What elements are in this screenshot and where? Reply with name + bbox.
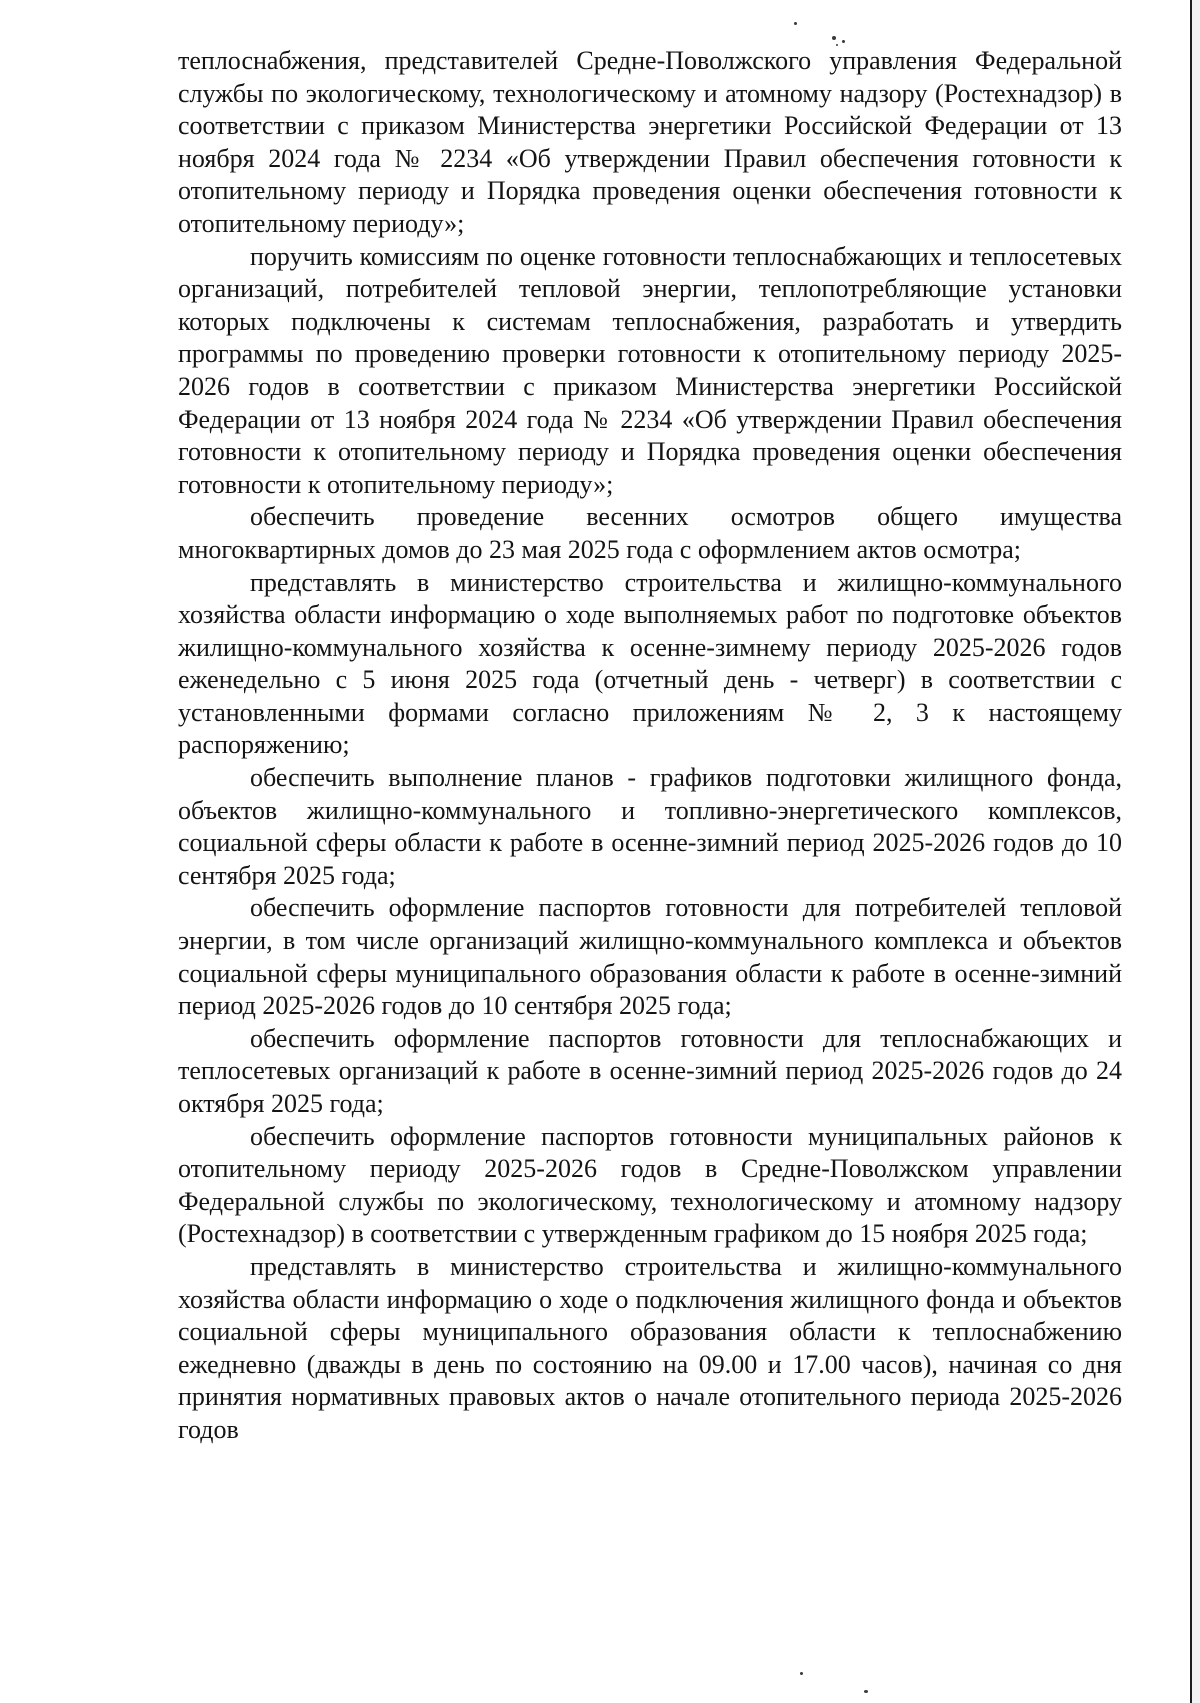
paragraph-7: обеспечить оформление паспортов готовности для теплоснабжающих и теплосетевых организаций к работе в осенне-зимний период 2025-2026 годов до 24 октября 2025 года; xyxy=(178,1023,1122,1118)
scan-speck xyxy=(864,1690,868,1693)
paragraph-4: представлять в министерство строительства и жилищно-коммунального хозяйства области информацию о ходе выполняемых работ по подготовке объектов жилищно-коммунального хозяйства к осенне-зимнему периоду 2025-2026 годов еженедельно с 5 июня 2025 года (отчетный день - четверг) в соответствии с установленными формами согласно приложениям № 2, 3 к настоящему распоряжению; xyxy=(178,567,1122,760)
paragraph-6: обеспечить оформление паспортов готовности для потребителей тепловой энергии, в том числе организаций жилищно-коммунального комплекса и объектов социальной сферы муниципального образования области к работе в осенне-зимний период 2025-2026 годов до 10 сентября 2025 года; xyxy=(178,893,1122,1021)
paragraph-8: обеспечить оформление паспортов готовности муниципальных районов к отопительному периоду 2025-2026 годов в Средне-Поволжском управлении Федеральной службы по экологическому, технологическому и атомному надзору (Ростехнадзор) в соответствии с утвержденным графиком до 15 ноября 2025 года; xyxy=(178,1121,1122,1249)
document-body xyxy=(178,45,1122,1447)
paragraph-5: обеспечить выполнение планов - графиков подготовки жилищного фонда, объектов жилищно-коммунального и топливно-энергетического комплексов, социальной сферы области к работе в осенне-зимний период 2025-2026 годов до 10 сентября 2025 года; xyxy=(178,763,1122,890)
scan-speck xyxy=(842,40,845,43)
scan-speck xyxy=(794,22,797,25)
scan-speck xyxy=(800,1672,803,1675)
scan-speck xyxy=(832,36,836,40)
paragraph-3: обеспечить проведение весенних осмотров общего имущества многоквартирных домов до 23 мая 2025 года с оформлением актов осмотра; xyxy=(178,502,1122,564)
paragraph-1: теплоснабжения, представителей Средне-Поволжского управления Федеральной службы по экологическому, технологическому и атомному надзору (Ростехнадзор) в соответствии с приказом Министерства энергетики Российской Федерации от 13 ноября 2024 года № 2234 «Об утверждении Правил обеспечения готовности к отопительному периоду и Порядка проведения оценки обеспечения готовности к отопительному периоду»; xyxy=(178,46,1122,238)
paragraph-9: представлять в министерство строительства и жилищно-коммунального хозяйства области информацию о ходе о подключения жилищного фонда и объектов социальной сферы муниципального образования области к теплоснабжению ежедневно (дважды в день по состоянию на 09.00 и 17.00 часов), начиная со дня принятия нормативных правовых актов о начале отопительного периода 2025-2026 годов xyxy=(178,1251,1122,1444)
scan-speck xyxy=(836,44,838,46)
scan-border-margin xyxy=(1192,0,1200,1703)
paragraph-2: поручить комиссиям по оценке готовности теплоснабжающих и теплосетевых организаций, потребителей тепловой энергии, теплопотребляющие установки которых подключены к системам теплоснабжения, разработать и утвердить программы по проведению проверки готовности к отопительному периоду 2025-2026 годов в соответствии с приказом Министерства энергетики Российской Федерации от 13 ноября 2024 года № 2234 «Об утверждении Правил обеспечения готовности к отопительному периоду и Порядка проведения оценки обеспечения готовности к отопительному периоду»; xyxy=(178,241,1122,499)
